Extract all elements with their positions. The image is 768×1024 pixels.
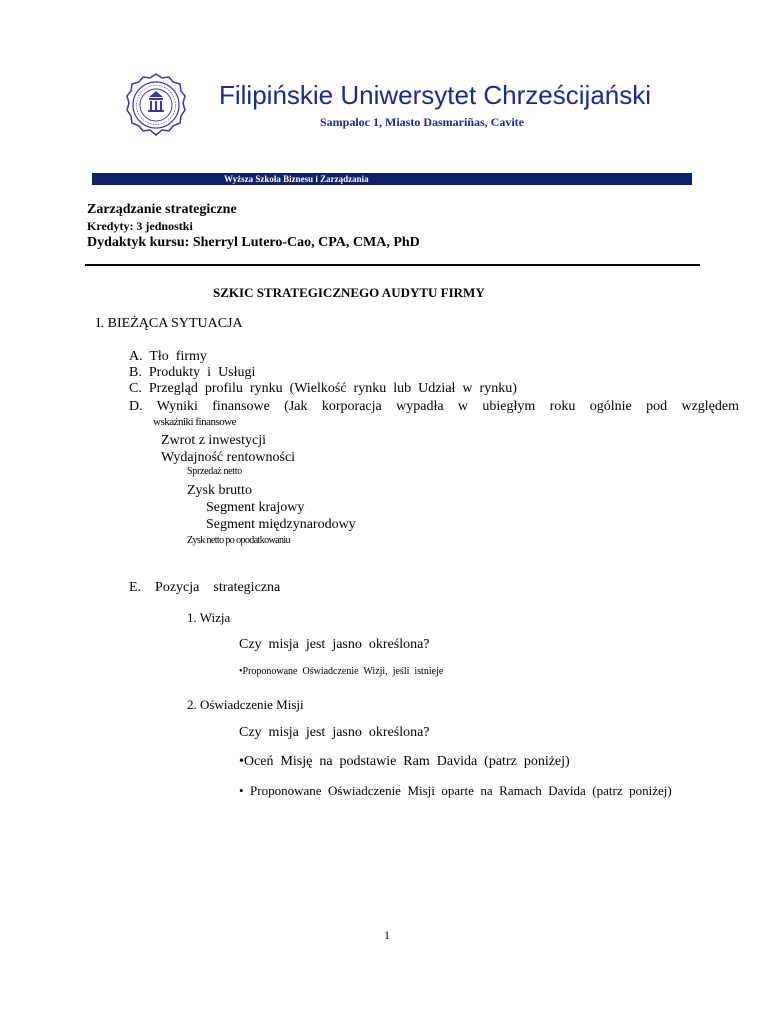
mission-bullet-evaluate: •Oceń Misję na podstawie Ram Davida (patrz poniżej) [239, 754, 570, 769]
course-name: Zarządzanie strategiczne [87, 202, 237, 217]
section-heading: I. BIEŻĄCA SYTUACJA [96, 316, 243, 331]
list-item-e: E. Pozycja strategiczna [129, 580, 281, 595]
vision-heading: 1. Wizja [187, 610, 231, 625]
university-address: Sampaloc 1, Miasto Dasmariñas, Cavite [320, 115, 524, 129]
list-item-b: B. Produkty i Usługi [129, 365, 256, 380]
school-banner [92, 173, 692, 185]
vision-bullet: •Proponowane Oświadczenie Wizji, jeśli istnieje [239, 666, 444, 677]
university-seal-icon [125, 72, 187, 138]
course-instructor: Dydaktyk kursu: Sherryl Lutero-Cao, CPA, CMA, PhD [87, 235, 420, 250]
course-credits: Kredyty: 3 jednostki [87, 219, 193, 233]
university-name: Filipińskie Uniwersytet Chrześcijański [219, 80, 652, 110]
mission-question: Czy misja jest jasno określona? [239, 725, 430, 740]
page-number: 1 [384, 928, 390, 942]
header-divider [85, 264, 700, 266]
mission-heading: 2. Oświadczenie Misji [187, 697, 304, 712]
school-banner-text: Wyższa Szkoła Biznesu i Zarządzania [224, 174, 369, 184]
sub-item-domestic: Segment krajowy [206, 500, 305, 515]
list-item-c: C. Przegląd profilu rynku (Wielkość rynku lub Udział w rynku) [129, 381, 517, 396]
vision-question: Czy misja jest jasno określona? [239, 637, 430, 652]
list-item-a: A. Tło firmy [129, 349, 207, 364]
document-title: SZKIC STRATEGICZNEGO AUDYTU FIRMY [213, 285, 485, 300]
sub-item-roi: Zwrot z inwestycji [161, 433, 266, 448]
sub-item-gross-profit: Zysk brutto [187, 483, 252, 498]
sub-item-profitability: Wydajność rentowności [161, 450, 296, 465]
list-item-d-continuation: wskaźniki finansowe [153, 416, 237, 428]
list-item-d: D. Wyniki finansowe (Jak korporacja wypadła w ubiegłym roku ogólnie pod względem [129, 399, 739, 414]
mission-bullet-proposed: • Proponowane Oświadczenie Misji oparte na Ramach Davida (patrz poniżej) [239, 783, 672, 798]
sub-item-international: Segment międzynarodowy [206, 517, 356, 532]
sub-item-net-sales: Sprzedaż netto [187, 466, 242, 477]
sub-item-net-income: Zysk netto po opodatkowaniu [187, 535, 290, 546]
